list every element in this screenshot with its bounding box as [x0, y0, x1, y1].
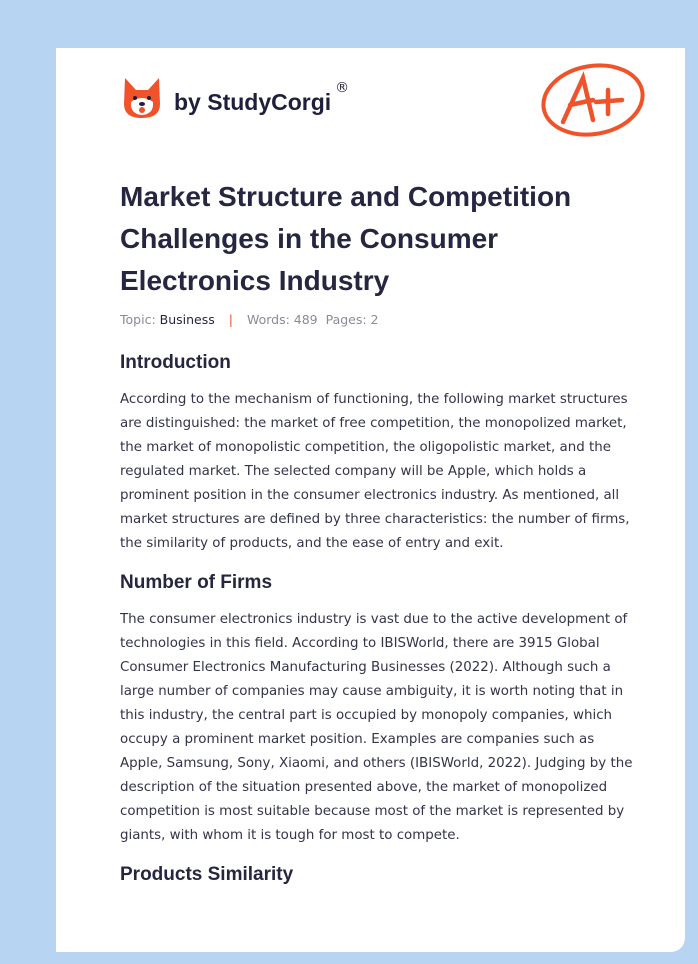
essay-body	[120, 352, 636, 900]
studycorgi-logo[interactable]	[122, 76, 349, 120]
brand-name: by StudyCorgi	[174, 88, 332, 115]
section-heading: Number of Firms	[120, 572, 273, 593]
meta-line	[120, 312, 379, 327]
corgi-icon	[122, 76, 162, 120]
topic-label: Topic:	[120, 312, 156, 327]
separator: |	[228, 312, 233, 327]
a-plus-grade-icon	[538, 60, 648, 140]
registered-mark: ®	[335, 80, 350, 96]
page-count: Pages: 2	[325, 312, 379, 327]
section-text: According to the mechanism of functioning, the following market structures are distinguished: the market of free competition, the monopolized market, the market of monopolistic competition, the oligopolistic market, and the regulated market. The selected company will be Apple, which holds a prominent position in the consumer electronics industry. As mentioned, all market structures are defined by three characteristics: the number of firms, the similarity of products, and the ease of entry and exit.	[120, 392, 630, 551]
page-title: Market Structure and Competition Challenges in the Consumer Electronics Industry	[120, 181, 572, 296]
word-count: Words: 489	[246, 312, 318, 327]
document-card	[56, 48, 685, 952]
section-heading: Products Similarity	[120, 864, 294, 885]
topic-link[interactable]: Business	[159, 312, 215, 327]
section-text: The consumer electronics industry is vast due to the active development of technologies in this field. According to IBISWorld, there are 3915 Global Consumer Electronics Manufacturing Businesses (2022). Although such a large number of companies may cause ambiguity, it is worth noting that in this industry, the central part is occupied by monopoly companies, which occupy a prominent market position. Examples are companies such as Apple, Samsung, Sony, Xiaomi, and others (IBISWorld, 2022). Judging by the description of the situation presented above, the market of monopolized competition is most suitable because most of the market is represented by giants, with whom it is tough for most to compete.	[120, 612, 633, 843]
section-heading: Introduction	[120, 352, 231, 373]
